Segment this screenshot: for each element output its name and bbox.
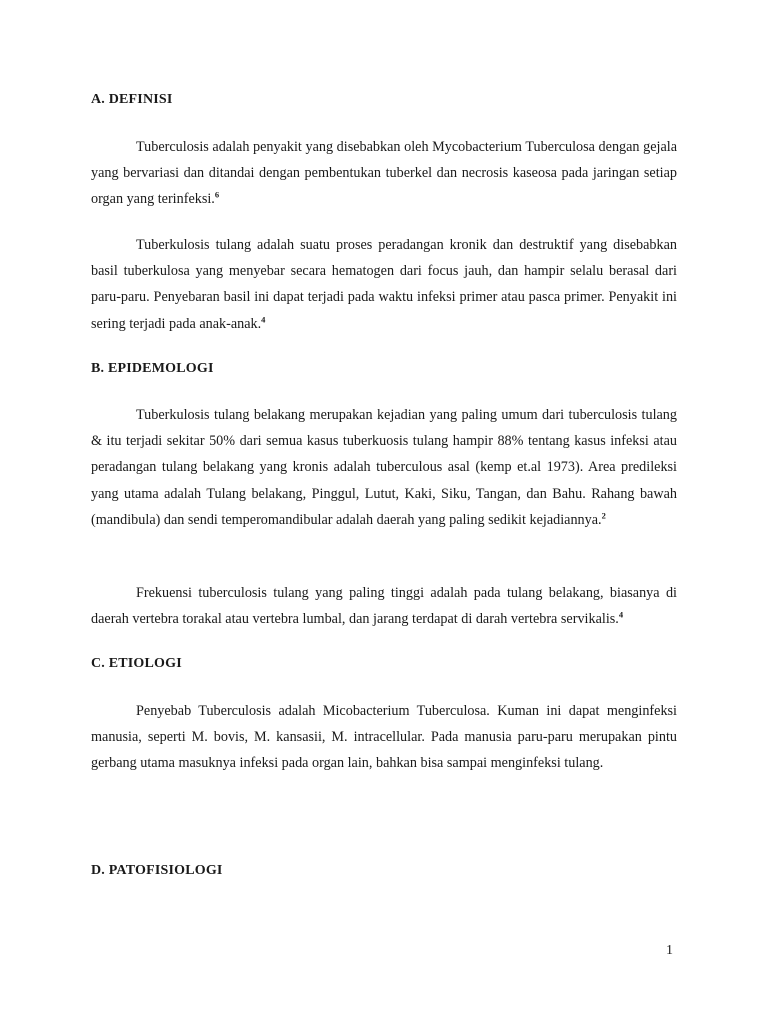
citation-ref: 4 — [261, 313, 266, 324]
paragraph-etiologi-1 — [91, 698, 677, 777]
citation-ref: 4 — [618, 609, 624, 620]
paragraph-epidemologi-2 — [91, 580, 677, 632]
page-number: 1 — [666, 943, 673, 958]
section-heading-patofisiologi: D. PATOFISIOLOGI — [91, 863, 223, 878]
paragraph-epidemologi-1 — [91, 402, 677, 533]
section-heading-etiologi: C. ETIOLOGI — [91, 656, 182, 671]
paragraph-definisi-2 — [91, 232, 677, 337]
paragraph-text: Tuberkulosis tulang belakang merupakan kejadian yang paling umum dari tuberculosis tulang & itu terjadi sekitar 50% dari semua kasus tuberkuosis tulang hampir 88% tentang kasus infeksi atau peradangan tulang belakang yang kronis adalah tuberculous asal (kemp et.al 1973). Area predileksi yang utama adalah Tulang belakang, Pinggul, Lutut, Kaki, Siku, Tangan, dan Bahu. Rahang bawah (mandibula) dan sendi temperomandibular adalah daerah yang paling sedikit kejadiannya. — [91, 407, 677, 528]
section-heading-definisi: A. DEFINISI — [91, 92, 173, 107]
citation-ref: 6 — [214, 189, 220, 200]
paragraph-definisi-1 — [91, 134, 677, 213]
citation-ref: 2 — [601, 510, 606, 521]
paragraph-text: Tuberculosis adalah penyakit yang disebabkan oleh Mycobacterium Tuberculosa dengan gejala yang bervariasi dan ditandai dengan pembentukan tuberkel dan necrosis kaseosa pada jaringan setiap organ yang terinfeksi. — [91, 139, 677, 208]
paragraph-text: Penyebab Tuberculosis adalah Micobacterium Tuberculosa. Kuman ini dapat menginfeksi manusia, seperti M. bovis, M. kansasii, M. intracellular. Pada manusia paru-paru merupakan pintu gerbang utama masuknya infeksi pada organ lain, bahkan bisa sampai menginfeksi tulang. — [91, 703, 677, 772]
paragraph-text: Frekuensi tuberculosis tulang yang paling tinggi adalah pada tulang belakang, biasanya di daerah vertebra torakal atau vertebra lumbal, dan jarang terdapat di darah vertebra servikalis. — [91, 585, 677, 628]
section-heading-epidemologi: B. EPIDEMOLOGI — [91, 361, 214, 376]
paragraph-text: Tuberkulosis tulang adalah suatu proses peradangan kronik dan destruktif yang disebabkan basil tuberkulosa yang menyebar secara hematogen dari focus jauh, dan hampir selalu berasal dari paru-paru. Penyebaran basil ini dapat terjadi pada waktu infeksi primer atau pasca primer. Penyakit ini sering terjadi pada anak-anak. — [91, 237, 677, 332]
